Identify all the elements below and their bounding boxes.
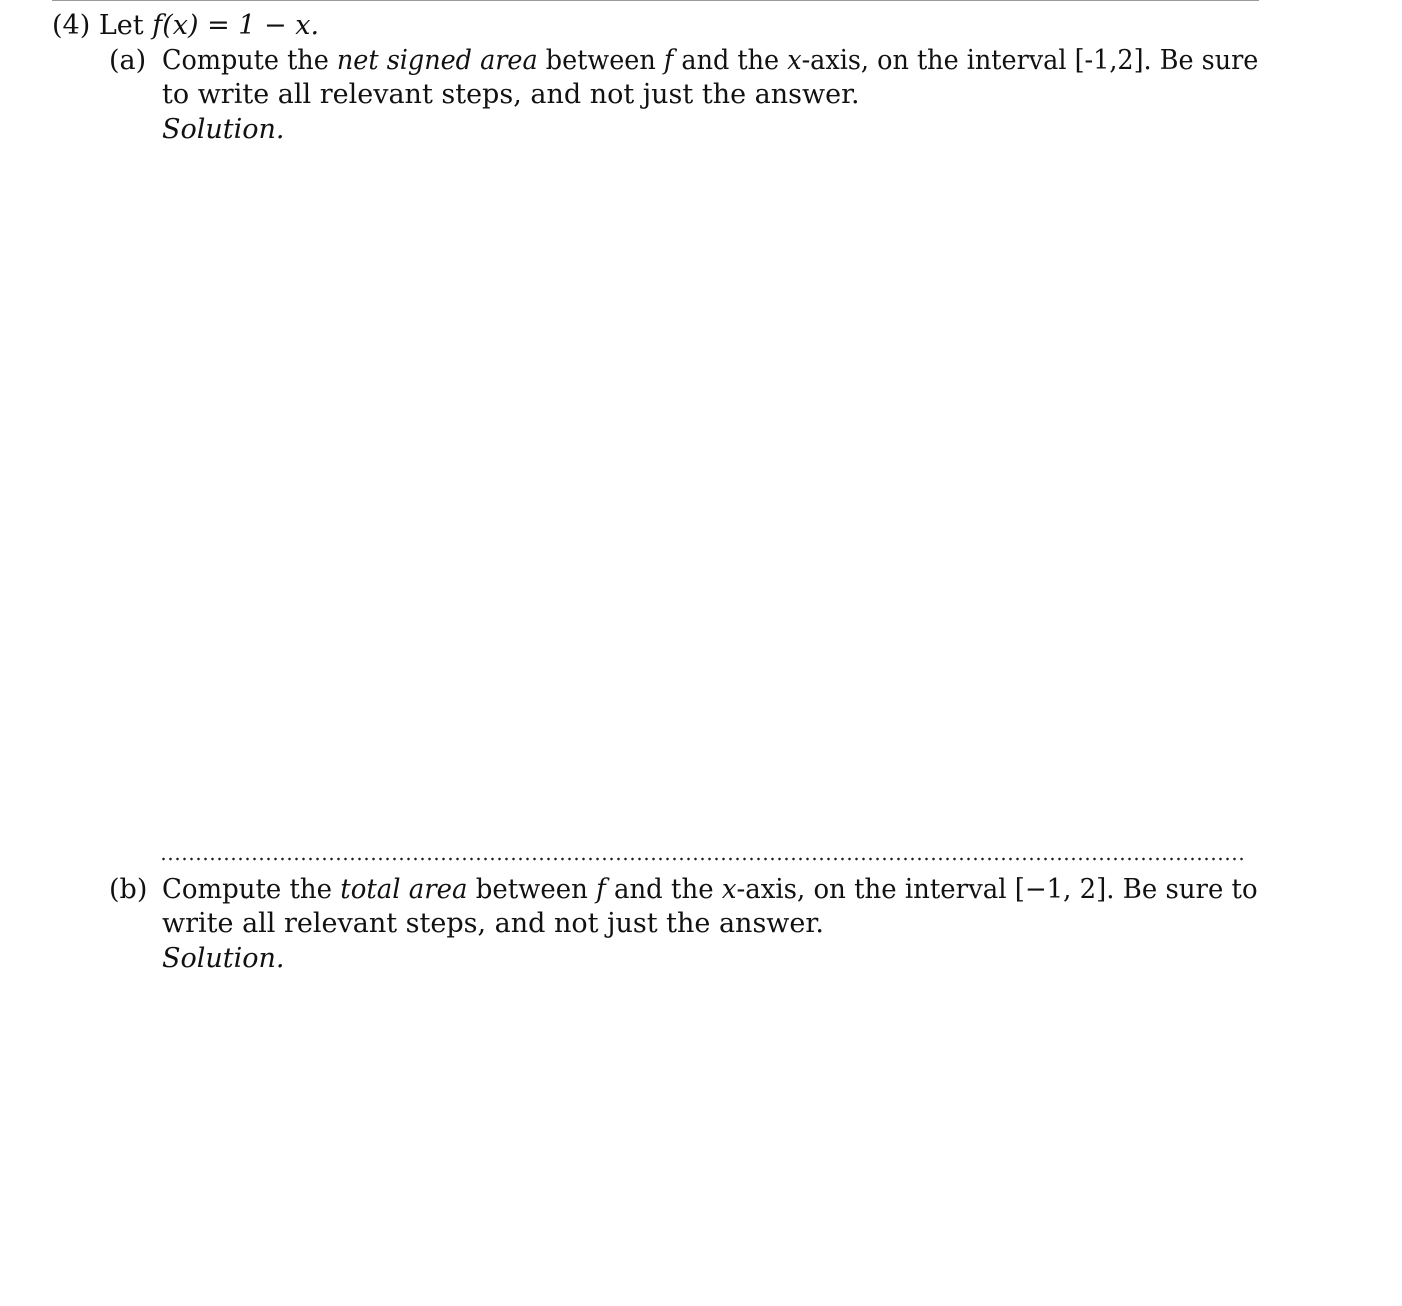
problem-number: (4) (52, 10, 91, 41)
problem-intro: Let (98, 10, 144, 41)
part-a-answer-space[interactable] (160, 150, 1246, 850)
part-b-emphasis: total area (340, 874, 468, 905)
part-b-line-1: Compute the total area between f and the x-axis, on the interval [−1, 2]. Be sure to (162, 874, 1258, 905)
part-b-solution-label: Solution. (162, 943, 285, 974)
part-a-solution-label: Solution. (162, 114, 285, 145)
part-a-line-2: to write all relevant steps, and not just the answer. (162, 79, 860, 110)
part-b-answer-space[interactable] (160, 985, 1246, 1285)
part-a-emphasis: net signed area (336, 45, 538, 76)
part-a-line-1: Compute the net signed area between f and the x-axis, on the interval [-1,2]. Be sure (162, 45, 1259, 76)
part-a-label: (a) (109, 45, 147, 76)
top-rule (52, 0, 1259, 1)
part-b-line-2: write all relevant steps, and not just the answer. (162, 908, 824, 939)
dotted-separator (160, 857, 1246, 861)
part-b-label: (b) (109, 874, 148, 905)
function-definition: f(x) = 1 − x. (152, 10, 320, 41)
problem-header (52, 9, 319, 43)
